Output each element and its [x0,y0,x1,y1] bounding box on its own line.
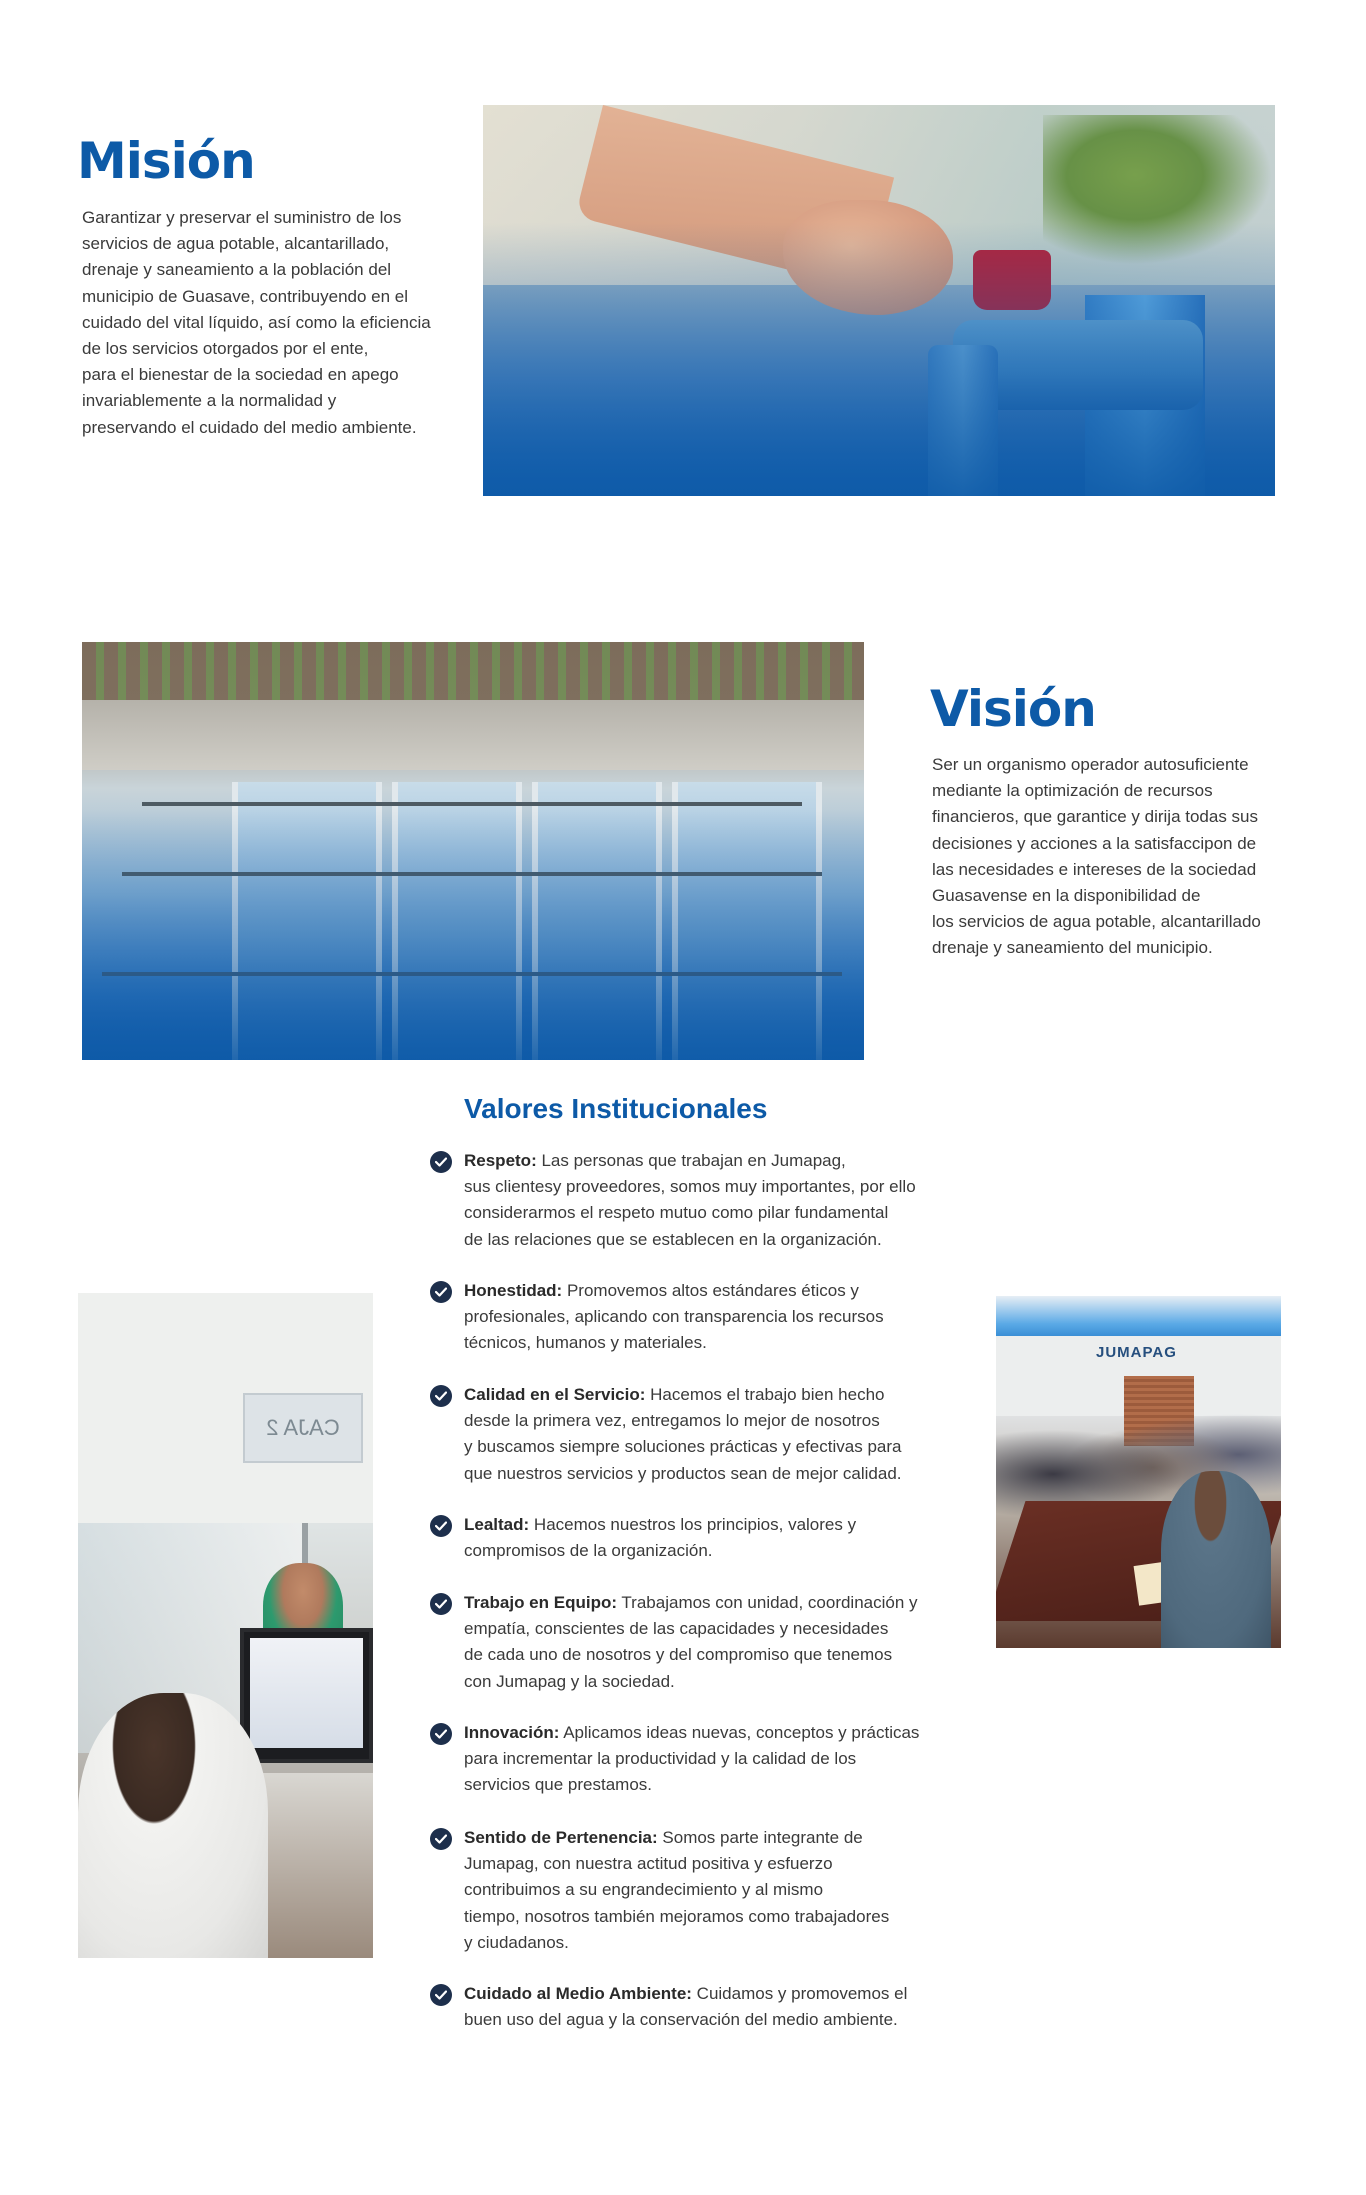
meeting-photo [996,1296,1281,1648]
valor-text [464,1981,950,2033]
check-circle-icon [430,1593,452,1615]
faucet-photo [483,105,1275,496]
treatment-plant-photo [82,642,864,1060]
valor-description: Hacemos nuestros los principios, valores y compromisos de la organización. [464,1515,857,1561]
check-circle-icon [430,1515,452,1537]
valor-label: Respeto: [464,1151,537,1170]
valor-item [430,1720,950,1799]
valor-text [464,1720,950,1799]
check-circle-icon [430,1151,452,1173]
valor-text [464,1382,950,1487]
valor-item [430,1278,950,1357]
check-circle-icon [430,1828,452,1850]
valor-description: Las personas que trabajan en Jumapag, sus clientesy proveedores, somos muy importantes, por ello considerarmos el respeto mutuo como pilar fundamental de las relaciones que se establecen en la organización. [464,1151,916,1249]
valor-description: Cuidamos y promovemos el buen uso del agua y la conservación del medio ambiente. [464,1984,908,2030]
valor-label: Lealtad: [464,1515,530,1534]
check-circle-icon [430,1385,452,1407]
valor-label: Calidad en el Servicio: [464,1385,646,1404]
check-circle-icon [430,1281,452,1303]
valor-label: Cuidado al Medio Ambiente: [464,1984,692,2003]
valor-item [430,1590,950,1695]
vision-title: Visión [930,680,1096,738]
mision-title: Misión [77,132,255,190]
valor-description: Somos parte integrante de Jumapag, con nuestra actitud positiva y esfuerzo contribuimos a su engrandecimiento y al mismo tiempo, nosotros también mejoramos como trabajadores y ciudadanos. [464,1828,890,1952]
valor-label: Sentido de Pertenencia: [464,1828,658,1847]
valor-text [464,1512,950,1564]
valor-item [430,1148,950,1253]
valor-label: Innovación: [464,1723,560,1742]
valor-item [430,1512,950,1564]
valor-item [430,1981,950,2033]
valor-text [464,1278,950,1357]
valor-text [464,1148,950,1253]
valor-text [464,1825,950,1956]
valor-label: Trabajo en Equipo: [464,1593,618,1612]
valores-title: Valores Institucionales [464,1093,768,1124]
mision-text: Garantizar y preservar el suministro de los servicios de agua potable, alcantarillado, drenaje y saneamiento a la población del municipio de Guasave, contribuyendo en el cuidado del vital líquido, así como la eficiencia de los servicios otorgados por el ente, para el bienestar de la sociedad en apego invariablemente a la normalidad y preservando el cuidado del medio ambiente. [82,208,431,437]
valor-description: Aplicamos ideas nuevas, conceptos y prácticas para incrementar la productividad y la calidad de los servicios que prestamos. [464,1723,920,1795]
valor-item [430,1382,950,1487]
cashier-sign: CAJA 2 [243,1393,363,1463]
valor-description: Promovemos altos estándares éticos y profesionales, aplicando con transparencia los recursos técnicos, humanos y materiales. [464,1281,884,1353]
valor-description: Trabajamos con unidad, coordinación y empatía, conscientes de las capacidades y necesidades de cada uno de nosotros y del compromiso que tenemos con Jumapag y la sociedad. [464,1593,918,1691]
valor-text [464,1590,950,1695]
valor-description: Hacemos el trabajo bien hecho desde la primera vez, entregamos lo mejor de nosotros y buscamos siempre soluciones prácticas y efectivas para que nuestros servicios y productos sean de mejor calidad. [464,1385,902,1483]
vision-text: Ser un organismo operador autosuficiente mediante la optimización de recursos financieros, que garantice y dirija todas sus decisiones y acciones a la satisfaccipon de las necesidades e intereses de la sociedad Guasavense en la disponibilidad de los servicios de agua potable, alcantarillado drenaje y saneamiento del municipio. [932,755,1261,958]
cashier-photo [78,1293,373,1958]
jumapag-logo: JUMAPAG [1096,1344,1177,1361]
valor-item [430,1825,950,1956]
valor-label: Honestidad: [464,1281,563,1300]
check-circle-icon [430,1984,452,2006]
check-circle-icon [430,1723,452,1745]
